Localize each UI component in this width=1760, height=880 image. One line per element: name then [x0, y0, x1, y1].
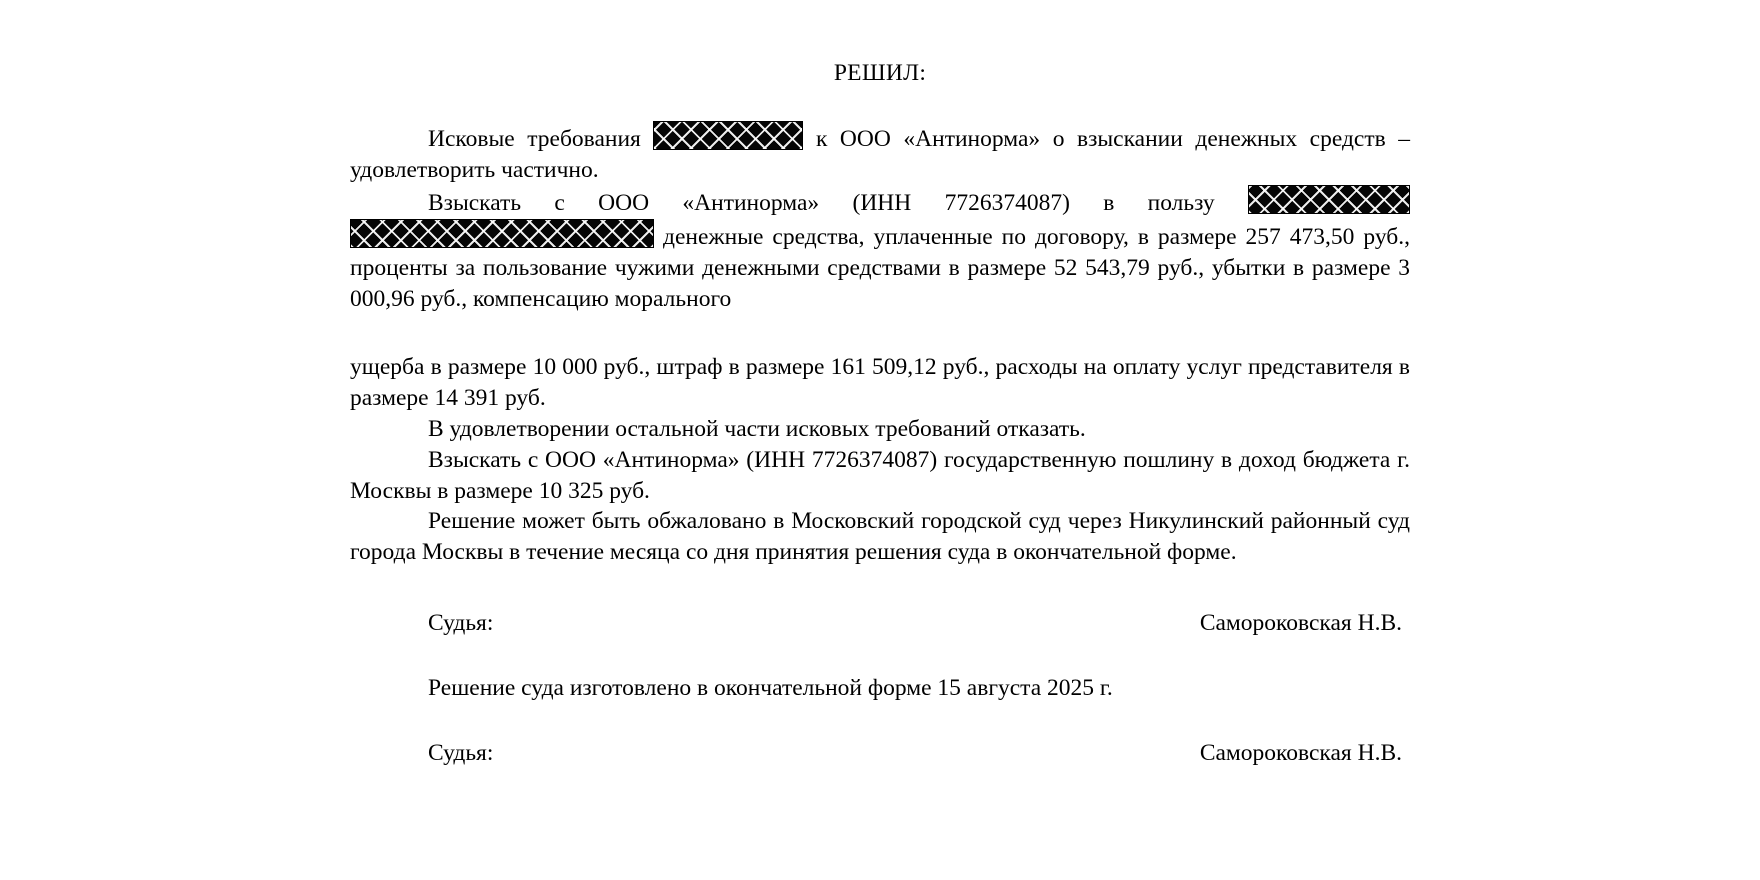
paragraph-damages-continued: ущерба в размере 10 000 руб., штраф в размере 161 509,12 руб., расходы на оплату услуг представителя в размере 14 391 руб. — [350, 354, 1410, 412]
paragraph-remainder-denied: В удовлетворении остальной части исковых требований отказать. — [428, 416, 1086, 443]
text-segment: денежные средства, уплаченные по договору, в размере 257 473,50 руб., проценты за пользование чужими денежными средствами в размере 52 543,79 руб., убытки в размере 3 000,96 руб., компенсацию морального — [350, 224, 1410, 312]
text-segment: Взыскать с ООО «Антинорма» (ИНН 7726374087) в пользу — [428, 190, 1248, 217]
judge-label: Судья: — [428, 609, 494, 636]
signature-gap-second — [350, 704, 1410, 738]
paragraph-state-duty: Взыскать с ООО «Антинорма» (ИНН 7726374087) государственную пошлину в доход бюджета г. Москвы в размере 10 325 руб. — [350, 446, 1410, 504]
paragraph-gap — [350, 314, 1410, 352]
text-segment: к ООО «Антинорма» о взыскании денежных средств – удовлетворить частично. — [350, 125, 1411, 183]
text-segment: Исковые требования — [428, 125, 654, 152]
redaction-block — [1248, 185, 1410, 214]
signature-line-second — [350, 738, 1410, 769]
paragraph-claims-partially-satisfied — [350, 121, 1410, 186]
judge-name: Самороковская Н.В. — [1199, 609, 1402, 636]
final-form-gap — [350, 639, 1410, 673]
signature-gap — [350, 568, 1410, 608]
judge-name: Самороковская Н.В. — [1199, 739, 1402, 766]
judge-label: Судья: — [428, 739, 494, 766]
redaction-block — [653, 121, 803, 150]
final-form-note: Решение суда изготовлено в окончательной форме 15 августа 2025 г. — [428, 674, 1113, 701]
document-heading: РЕШИЛ: — [833, 60, 927, 86]
signature-line-first — [350, 608, 1410, 639]
document-body — [350, 58, 1410, 768]
paragraph-recovery-amounts — [350, 185, 1410, 314]
redaction-block — [350, 219, 654, 248]
paragraph-appeal-procedure: Решение может быть обжаловано в Московский городской суд через Никулинский районный суд города Москвы в течение месяца со дня принятия решения суда в окончательной форме. — [350, 508, 1410, 566]
